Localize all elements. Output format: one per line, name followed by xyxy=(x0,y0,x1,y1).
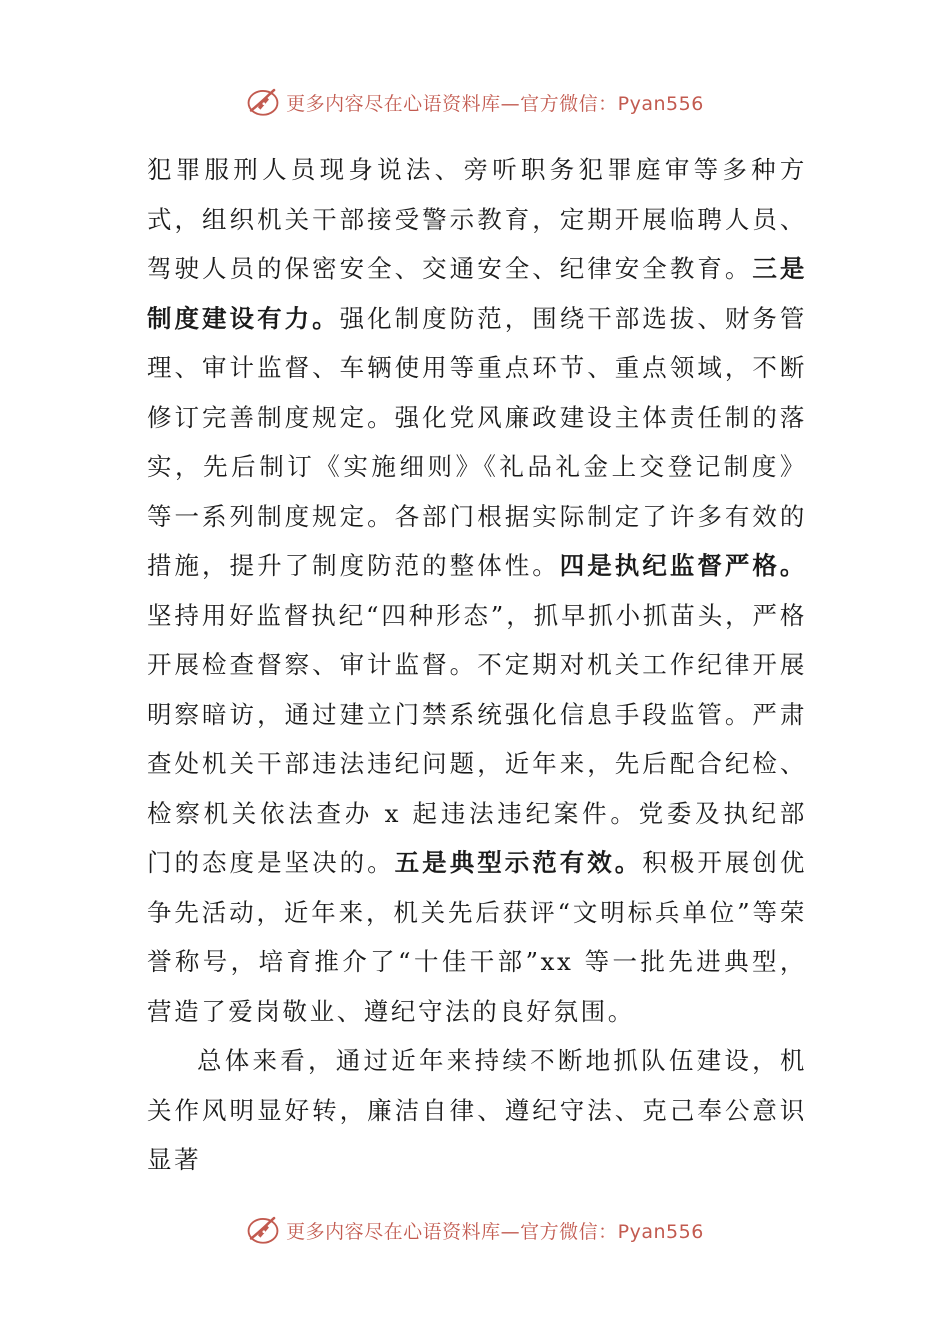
pen-nib-logo-icon xyxy=(246,85,280,119)
pen-nib-logo-icon xyxy=(246,1213,280,1247)
text-segment: 犯罪服刑人员现身说法、旁听职务犯罪庭审等多种方式，组织机关干部接受警示教育，定期开展临聘人员、驾驶人员的保密安全、交通安全、纪律安全教育。 xyxy=(147,155,807,283)
footer-watermark xyxy=(0,1210,950,1250)
paragraph-1 xyxy=(147,145,807,1036)
paragraph-2: 总体来看，通过近年来持续不断地抓队伍建设，机关作风明显好转，廉洁自律、遵纪守法、克己奉公意识显著 xyxy=(147,1046,807,1174)
bold-heading-three: 三是制度建设有力。 xyxy=(147,254,807,333)
header-watermark xyxy=(0,82,950,122)
document-body xyxy=(147,145,807,1185)
bold-heading-four: 四是执纪监督严格。 xyxy=(559,551,808,580)
text-segment: 积极开展创优争先活动，近年来，机关先后获评“文明标兵单位”等荣誉称号，培育推介了“十佳干部”xx 等一批先进典型，营造了爱岗敬业、遵纪守法的良好氛围。 xyxy=(147,848,807,1026)
watermark-text: 更多内容尽在心语资料库—官方微信：Pyan556 xyxy=(286,92,704,115)
text-segment: 强化制度防范，围绕干部选拔、财务管理、审计监督、车辆使用等重点环节、重点领域，不断修订完善制度规定。强化党风廉政建设主体责任制的落实，先后制订《实施细则》《礼品礼金上交登记制度》等一系列制度规定。各部门根据实际制定了许多有效的措施，提升了制度防范的整体性。 xyxy=(147,303,807,580)
bold-heading-five: 五是典型示范有效。 xyxy=(394,848,643,877)
text-segment: 坚持用好监督执纪“四种形态”，抓早抓小抓苗头，严格开展检查督察、审计监督。不定期对机关工作纪律开展明察暗访，通过建立门禁系统强化信息手段监管。严肃查处机关干部违法违纪问题，近年来，先后配合纪检、检察机关依法查办 x 起违法违纪案件。党委及执纪部门的态度是坚决的。 xyxy=(147,600,807,877)
watermark-text: 更多内容尽在心语资料库—官方微信：Pyan556 xyxy=(286,1220,704,1243)
